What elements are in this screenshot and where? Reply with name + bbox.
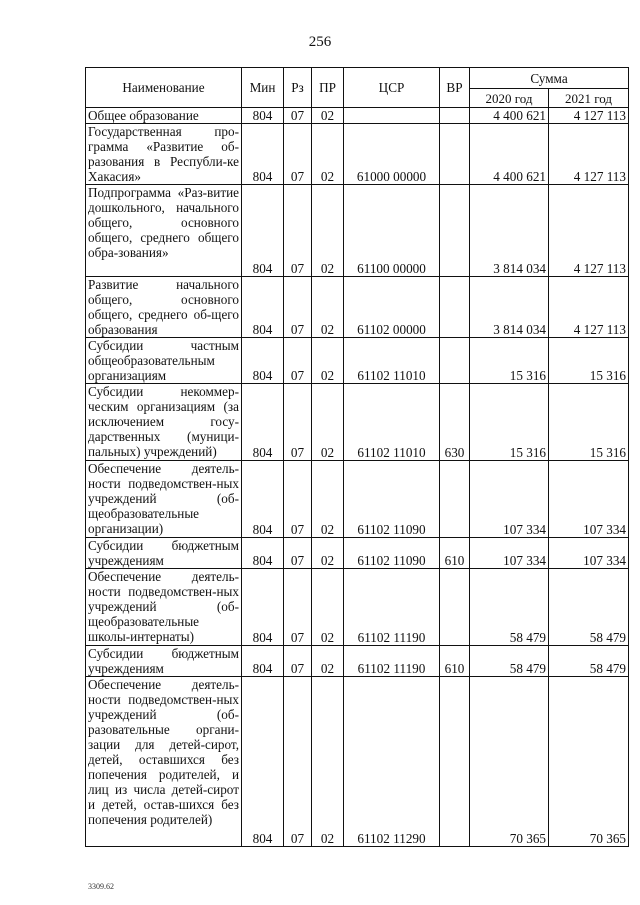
cell-pr: 02: [312, 538, 344, 569]
page-number: 256: [308, 34, 332, 50]
cell-min: 804: [242, 277, 284, 338]
table-row: [86, 384, 629, 461]
cell-vr: [440, 277, 470, 338]
cell-rz: 07: [284, 108, 312, 124]
cell-pr: 02: [312, 108, 344, 124]
cell-sum-2021: 58 479: [549, 569, 629, 646]
cell-sum-2021: 107 334: [549, 538, 629, 569]
cell-min: 804: [242, 646, 284, 677]
cell-min: 804: [242, 384, 284, 461]
cell-csr: [344, 108, 440, 124]
cell-pr: 02: [312, 677, 344, 847]
cell-min: 804: [242, 677, 284, 847]
table-body: [86, 108, 629, 847]
cell-vr: [440, 185, 470, 277]
cell-rz: 07: [284, 185, 312, 277]
cell-name: Обеспечение деятель-ности подведомствен-ных учреждений (об-разовательные органи-зации для детей-сирот, детей, оставшихся без попечения родителей, и лиц из числа детей-сирот и детей, остав-шихся без попечения родителей): [86, 677, 242, 847]
cell-csr: 61102 11010: [344, 338, 440, 384]
cell-name: Субсидии бюджетным учреждениям: [86, 538, 242, 569]
cell-vr: 630: [440, 384, 470, 461]
cell-sum-2020: 4 400 621: [470, 108, 549, 124]
cell-pr: 02: [312, 569, 344, 646]
cell-rz: 07: [284, 277, 312, 338]
header-pr: ПР: [312, 68, 344, 108]
cell-rz: 07: [284, 646, 312, 677]
cell-sum-2020: 58 479: [470, 646, 549, 677]
cell-csr: 61102 11090: [344, 461, 440, 538]
cell-name: Субсидии бюджетным учреждениям: [86, 646, 242, 677]
cell-pr: 02: [312, 185, 344, 277]
cell-name: Подпрограмма «Раз-витие дошкольного, начального общего, основного общего, среднего общего обра-зования»: [86, 185, 242, 277]
cell-name: Общее образование: [86, 108, 242, 124]
cell-vr: 610: [440, 646, 470, 677]
header-rz: Рз: [284, 68, 312, 108]
cell-vr: 610: [440, 538, 470, 569]
cell-name: Субсидии частным общеобразовательным организациям: [86, 338, 242, 384]
cell-name: Государственная про-грамма «Развитие об-разования в Республи-ке Хакасия»: [86, 124, 242, 185]
cell-csr: 61102 11190: [344, 646, 440, 677]
cell-rz: 07: [284, 384, 312, 461]
cell-sum-2021: 70 365: [549, 677, 629, 847]
cell-min: 804: [242, 185, 284, 277]
table-row: [86, 185, 629, 277]
cell-rz: 07: [284, 538, 312, 569]
cell-pr: 02: [312, 384, 344, 461]
cell-pr: 02: [312, 646, 344, 677]
header-name: Наименование: [86, 68, 242, 108]
cell-sum-2021: 4 127 113: [549, 108, 629, 124]
header-min: Мин: [242, 68, 284, 108]
cell-csr: 61000 00000: [344, 124, 440, 185]
cell-vr: [440, 677, 470, 847]
cell-sum-2021: 15 316: [549, 338, 629, 384]
cell-sum-2020: 15 316: [470, 338, 549, 384]
cell-vr: [440, 108, 470, 124]
header-sum: Сумма: [470, 68, 629, 89]
table-row: [86, 677, 629, 847]
cell-sum-2020: 58 479: [470, 569, 549, 646]
cell-name: Развитие начального общего, основного общего, среднего об-щего образования: [86, 277, 242, 338]
cell-pr: 02: [312, 124, 344, 185]
table-row: [86, 646, 629, 677]
table-row: [86, 108, 629, 124]
table-row: [86, 461, 629, 538]
cell-name: Обеспечение деятель-ности подведомствен-ных учреждений (об-щеобразовательные организации): [86, 461, 242, 538]
cell-rz: 07: [284, 461, 312, 538]
cell-min: 804: [242, 569, 284, 646]
cell-min: 804: [242, 538, 284, 569]
table-row: [86, 124, 629, 185]
cell-sum-2021: 4 127 113: [549, 124, 629, 185]
cell-min: 804: [242, 338, 284, 384]
cell-csr: 61102 11190: [344, 569, 440, 646]
header-year-2021: 2021 год: [549, 89, 629, 108]
cell-sum-2020: 107 334: [470, 461, 549, 538]
table-row: [86, 538, 629, 569]
cell-pr: 02: [312, 277, 344, 338]
cell-sum-2020: 3 814 034: [470, 185, 549, 277]
cell-sum-2021: 4 127 113: [549, 277, 629, 338]
cell-csr: 61102 11010: [344, 384, 440, 461]
cell-min: 804: [242, 108, 284, 124]
footer-code: 3309.62: [88, 882, 114, 891]
cell-sum-2021: 4 127 113: [549, 185, 629, 277]
cell-pr: 02: [312, 461, 344, 538]
cell-rz: 07: [284, 677, 312, 847]
cell-sum-2020: 3 814 034: [470, 277, 549, 338]
cell-vr: [440, 124, 470, 185]
cell-name: Субсидии некоммер-ческим организациям (за исключением госу-дарственных (муници-пальных) учреждений): [86, 384, 242, 461]
cell-vr: [440, 569, 470, 646]
table-header: [86, 68, 629, 108]
cell-csr: 61102 11090: [344, 538, 440, 569]
cell-rz: 07: [284, 569, 312, 646]
table-row: [86, 277, 629, 338]
table-row: [86, 338, 629, 384]
cell-csr: 61100 00000: [344, 185, 440, 277]
header-vr: ВР: [440, 68, 470, 108]
cell-vr: [440, 461, 470, 538]
cell-min: 804: [242, 461, 284, 538]
cell-sum-2021: 107 334: [549, 461, 629, 538]
cell-vr: [440, 338, 470, 384]
cell-min: 804: [242, 124, 284, 185]
cell-sum-2020: 70 365: [470, 677, 549, 847]
budget-table: [85, 67, 629, 847]
cell-sum-2020: 4 400 621: [470, 124, 549, 185]
cell-rz: 07: [284, 338, 312, 384]
cell-name: Обеспечение деятель-ности подведомствен-ных учреждений (об-щеобразовательные школы-интернаты): [86, 569, 242, 646]
cell-rz: 07: [284, 124, 312, 185]
header-csr: ЦСР: [344, 68, 440, 108]
table-row: [86, 569, 629, 646]
cell-sum-2021: 58 479: [549, 646, 629, 677]
cell-csr: 61102 11290: [344, 677, 440, 847]
cell-pr: 02: [312, 338, 344, 384]
cell-sum-2020: 15 316: [470, 384, 549, 461]
header-year-2020: 2020 год: [470, 89, 549, 108]
cell-sum-2020: 107 334: [470, 538, 549, 569]
cell-csr: 61102 00000: [344, 277, 440, 338]
cell-sum-2021: 15 316: [549, 384, 629, 461]
